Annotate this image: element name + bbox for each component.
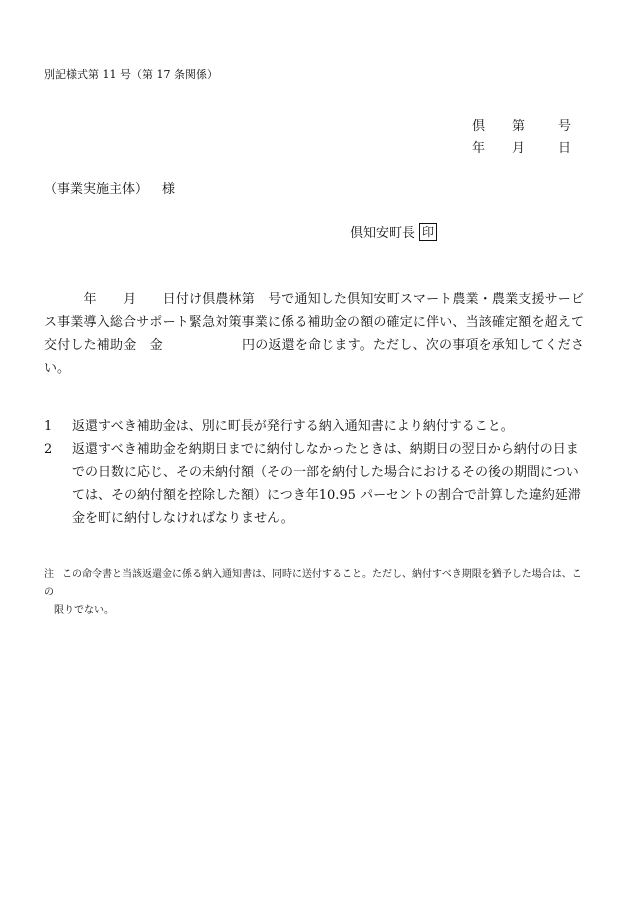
condition-text: 返還すべき補助金を納期日までに納付しなかったときは、納期日の翌日から納付の日までの日数に応じ、その未納付額（その一部を納付した場合におけるその後の期間については、その納付額を控除した額）につき年10.95 パーセントの割合で計算した違約延滞金を町に納付しなければなりません。	[72, 442, 581, 526]
document-number-dai: 第	[512, 119, 526, 134]
issuer-title: 倶知安町長	[350, 226, 416, 241]
footnote-lead: 注	[44, 569, 54, 580]
condition-item	[44, 438, 584, 530]
footnote	[44, 566, 589, 620]
date-year: 年	[472, 141, 486, 156]
document-number-prefix: 倶	[472, 119, 486, 134]
footnote-continuation: 限りでない。	[54, 605, 114, 616]
footnote-text: この命令書と当該返還金に係る納入通知書は、同時に送付すること。ただし、納付すべき期限を猶予した場合は、この	[44, 569, 582, 598]
seal-mark: 印	[419, 223, 437, 241]
recipient-honorific: 様	[162, 182, 176, 197]
condition-number: 1	[44, 419, 53, 434]
date-day: 日	[558, 141, 572, 156]
document-date-row	[472, 138, 598, 160]
document-number-go: 号	[558, 119, 572, 134]
order-body: 年 月 日付け倶農林第 号で通知した倶知安町スマート農業・農業支援サービス事業導入総合サポート緊急対策事業に係る補助金の額の確定に伴い、当該確定額を超えて交付した補助金 金 円の返還を命じます。ただし、次の事項を承知してください。	[44, 292, 584, 376]
condition-text: 返還すべき補助金は、別に町長が発行する納入通知書により納付すること。	[72, 419, 514, 434]
form-label: 別記様式第 11 号（第 17 条関係）	[44, 68, 218, 81]
condition-item	[44, 415, 584, 438]
condition-number: 2	[44, 442, 53, 457]
issuer-line	[350, 222, 437, 241]
document-number-row	[472, 116, 598, 138]
conditions-list	[44, 415, 584, 530]
recipient-name: （事業実施主体）	[44, 182, 149, 197]
recipient-line	[44, 178, 175, 197]
date-month: 月	[512, 141, 526, 156]
document-number-block	[472, 116, 598, 160]
